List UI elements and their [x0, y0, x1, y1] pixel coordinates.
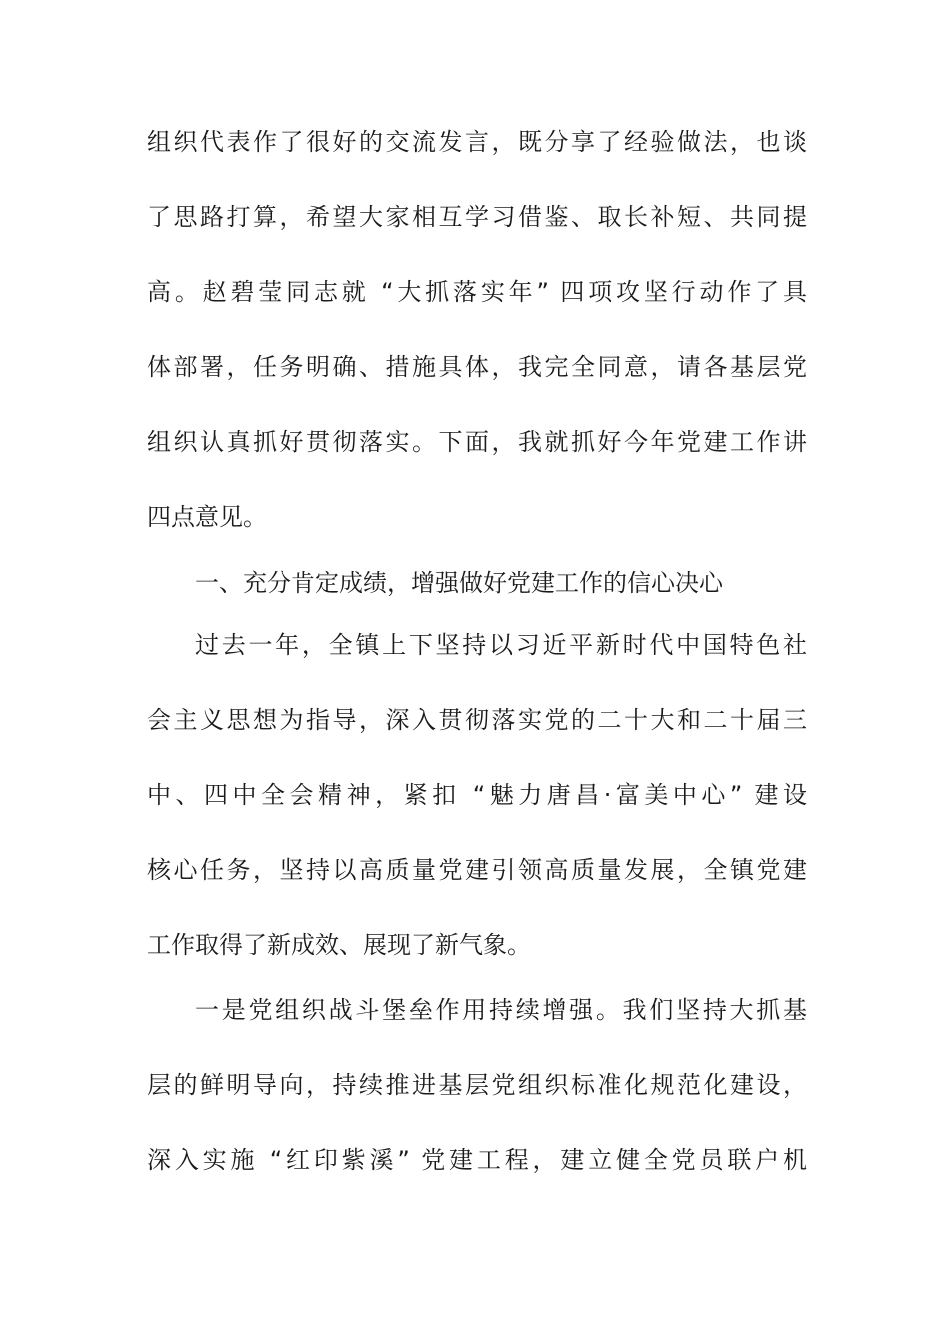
body-text-line: 深入实施 “红印紫溪” 党建工程，建立健全党员联户机	[147, 1146, 807, 1174]
body-text-line: 工作取得了新成效、展现了新气象。	[147, 931, 531, 959]
body-text-line: 层的鲜明导向，持续推进基层党组织标准化规范化建设，	[147, 1071, 807, 1099]
body-text-line: 中、四中全会精神，紧扣 “魅力唐昌·富美中心” 建设	[147, 781, 807, 809]
body-text-line: 组织认真抓好贯彻落实。下面，我就抓好今年党建工作讲	[147, 428, 807, 456]
body-text-line: 四点意见。	[147, 503, 267, 531]
body-text-line: 体部署，任务明确、措施具体，我完全同意，请各基层党	[147, 353, 807, 381]
paragraph-first-line: 一是党组织战斗堡垒作用持续增强。我们坚持大抓基	[195, 996, 807, 1024]
body-text-line: 核心任务，坚持以高质量党建引领高质量发展，全镇党建	[147, 856, 807, 884]
body-text-line: 组织代表作了很好的交流发言，既分享了经验做法，也谈	[147, 128, 807, 156]
body-text-line: 会主义思想为指导，深入贯彻落实党的二十大和二十届三	[147, 706, 807, 734]
paragraph-first-line: 过去一年，全镇上下坚持以习近平新时代中国特色社	[195, 631, 807, 659]
body-text-line: 了思路打算，希望大家相互学习借鉴、取长补短、共同提	[147, 203, 807, 231]
section-heading: 一、充分肯定成绩，增强做好党建工作的信心决心	[195, 569, 723, 597]
body-text-line: 高。赵碧莹同志就 “大抓落实年” 四项攻坚行动作了具	[147, 278, 807, 306]
